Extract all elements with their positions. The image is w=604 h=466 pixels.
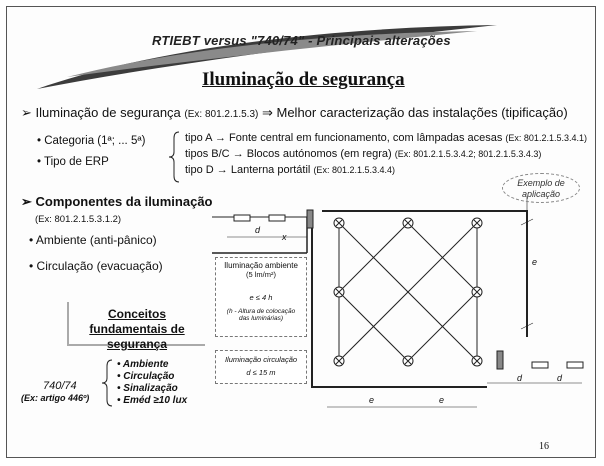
tipo-desc: Fonte central em funcionamento, com lâmpadas acesas <box>229 132 503 144</box>
amb-box-title: Iluminação ambiente <box>224 261 298 270</box>
dim-e: e <box>532 257 538 267</box>
reference-code: 740/74 <box>43 380 77 392</box>
dim-d: d <box>517 373 523 383</box>
circ-box-formula: d ≤ 15 m <box>246 368 276 377</box>
exit-block <box>234 215 250 221</box>
dim-d: d <box>255 225 261 235</box>
circulacao-label: • Circulação <box>29 259 94 273</box>
slide-title: Iluminação de segurança <box>202 69 405 90</box>
tipo-name: tipo D <box>185 164 214 176</box>
ambiente-label: • Ambiente <box>29 233 87 247</box>
circulacao-note: (evacuação) <box>96 259 163 273</box>
exit-block <box>532 362 548 368</box>
reference-article: (Ex: artigo 446º) <box>21 393 90 403</box>
bullet-componentes <box>21 194 213 210</box>
dim-x: x <box>282 232 287 242</box>
bullet-arrow-icon: ➢ <box>21 105 36 120</box>
amb-box-note: (h - Altura de colocação das luminárias) <box>226 308 296 322</box>
tipo-name: tipo A <box>185 132 212 144</box>
ref-brace <box>102 360 112 406</box>
tipo-desc: Blocos autónomos (em regra) <box>246 148 392 160</box>
tipo-ref: (Ex: 801.2.1.5.3.4.1) <box>505 133 587 143</box>
bullet1-conclusion: Melhor caracterização das instalações (tipificação) <box>276 105 568 120</box>
dim-e: e <box>439 395 445 405</box>
tipo-line: tipo D → Lanterna portátil (Ex: 801.2.1.5.3.4.4) <box>185 164 395 176</box>
tipo-desc: Lanterna portátil <box>230 164 311 176</box>
tipo-ref: (Ex: 801.2.1.5.3.4.2; 801.2.1.5.3.4.3) <box>394 149 542 159</box>
circ-box <box>215 350 307 384</box>
example-note: Exemplo de aplicação <box>502 173 580 203</box>
ambiente-note: (anti-pânico) <box>89 233 157 247</box>
amb-box-value: (5 lm/m²) <box>246 270 276 279</box>
ambiente <box>29 233 157 247</box>
slide <box>6 6 596 458</box>
circ-box-title: Iluminação circulação <box>224 355 298 364</box>
tipos-brace <box>169 132 179 182</box>
header-title: RTIEBT versus "740/74" - Principais alterações <box>152 33 451 48</box>
bullet1-label: Iluminação de segurança <box>35 105 181 120</box>
categoria-range: (1ª; ... 5ª) <box>97 135 146 147</box>
tipo-line: tipos B/C → Blocos autónomos (em regra) (Ex: 801.2.1.5.3.4.2; 801.2.1.5.3.4.3) <box>185 148 542 160</box>
implies-icon: ⇒ <box>261 105 273 120</box>
tipo-erp: • Tipo de ERP <box>37 156 109 168</box>
ref-item: • Circulação <box>117 371 175 382</box>
tipo-name: tipos B/C <box>185 148 230 160</box>
exit-block <box>567 362 583 368</box>
ref-item: • Eméd ≥10 lux <box>117 395 188 406</box>
exit-block <box>497 351 503 369</box>
bullet-arrow-icon: ➢ <box>21 194 36 209</box>
tipo-line: tipo A → Fonte central em funcionamento, com lâmpadas acesas (Ex: 801.2.1.5.3.4.1) <box>185 132 587 144</box>
categoria <box>37 135 145 147</box>
circulacao <box>29 259 163 273</box>
exit-block <box>269 215 285 221</box>
bullet-iluminacao <box>21 105 568 121</box>
bullet1-ref: (Ex: 801.2.1.5.3) <box>184 109 259 120</box>
categoria-label: • Categoria <box>37 135 95 147</box>
bullet2-ref: (Ex: 801.2.1.5.3.1.2) <box>35 214 122 225</box>
ref-item: • Sinalização <box>117 383 178 394</box>
exit-block <box>307 210 313 228</box>
conceitos-box: Conceitos fundamentais de segurança <box>67 302 205 346</box>
tipo-ref: (Ex: 801.2.1.5.3.4.4) <box>313 165 395 175</box>
amb-box <box>215 257 307 337</box>
amb-box-formula: e ≤ 4 h <box>249 293 273 302</box>
bullet2-label: Componentes da iluminação <box>35 194 213 209</box>
page-number: 16 <box>539 441 549 452</box>
ref-item: • Ambiente <box>117 359 169 370</box>
dim-d: d <box>557 373 563 383</box>
dim-e: e <box>369 395 375 405</box>
